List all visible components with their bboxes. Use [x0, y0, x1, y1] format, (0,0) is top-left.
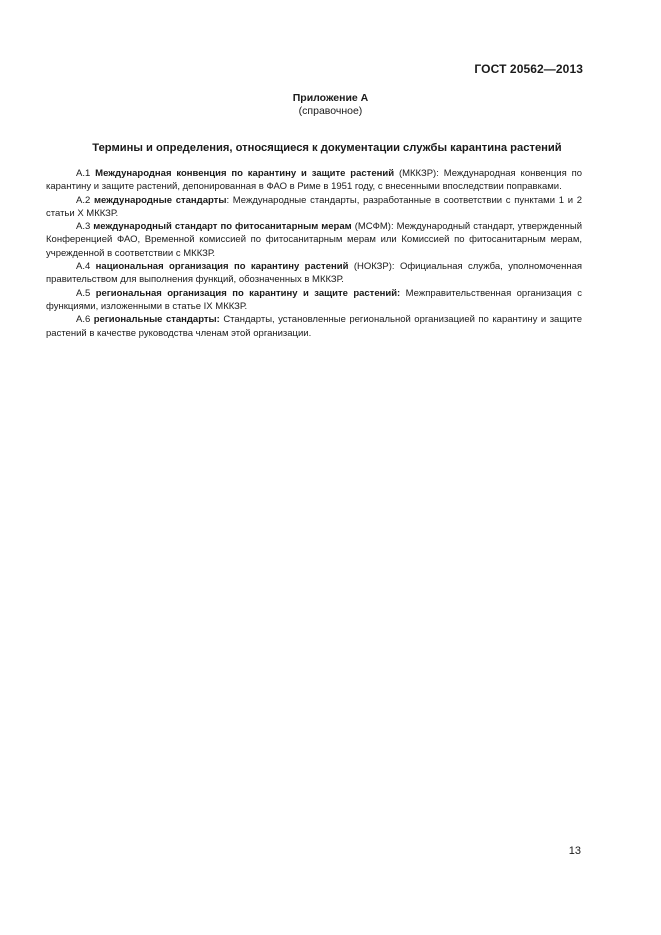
definition-entry [46, 287, 582, 314]
standard-number: ГОСТ 20562—2013 [474, 62, 583, 76]
definitions-list [46, 167, 582, 340]
entry-term: национальная организация по карантину растений [95, 261, 349, 273]
annex-title: Приложение А [292, 92, 369, 104]
entry-term: региональная организация по карантину и защите растений: [95, 287, 401, 299]
entry-number: А.1 [76, 168, 91, 179]
entry-term: Международная конвенция по карантину и защите растений [95, 168, 395, 179]
definition-entry [46, 167, 582, 194]
page-number: 13 [568, 845, 581, 857]
definition-entry [46, 194, 582, 221]
definition-entry [46, 260, 582, 287]
entry-number: А.3 [76, 221, 91, 233]
section-title: Термины и определения, относящиеся к документации службы карантина растений [92, 142, 562, 154]
entry-number: А.4 [76, 261, 91, 273]
definition-entry [46, 313, 582, 340]
entry-definition: (МСФМ): Международный стандарт, утвержденный Конференцией ФАО, Временной комиссией по фитосанитарным мерам или Комиссией по фитосанитарным мерам, учрежденной в соответствии с МККЗР. [46, 221, 583, 259]
entry-definition: : Международные стандарты, разработанные в соответствии с пунктами 1 и 2 статьи X МККЗР. [46, 194, 583, 219]
entry-term: международный стандарт по фитосанитарным мерам [93, 221, 352, 233]
entry-number: А.6 [76, 314, 91, 326]
entry-definition: Стандарты, установленные региональной организацией по карантину и защите растений в качестве руководства членам этой организации. [46, 314, 582, 339]
annex-heading [0, 92, 661, 117]
entry-definition: Межправительственная организация с функциями, изложенными в статье IX МККЗР. [46, 287, 582, 312]
annex-type: (справочное) [298, 104, 363, 117]
entry-number: А.2 [76, 194, 91, 206]
entry-number: А.5 [76, 287, 91, 299]
entry-term: международные стандарты [93, 194, 227, 206]
entry-definition: (МККЗР): Международная конвенция по карантину и защите растений, депонированная в ФАО в Риме в 1951 году, с внесенными впоследствии поправками. [46, 168, 583, 193]
entry-term: региональные стандарты: [93, 314, 220, 326]
definition-entry [46, 220, 582, 260]
entry-definition: (НОКЗР): Официальная служба, уполномоченная правительством для выполнения функций, обозначенных в МККЗР. [46, 261, 583, 286]
